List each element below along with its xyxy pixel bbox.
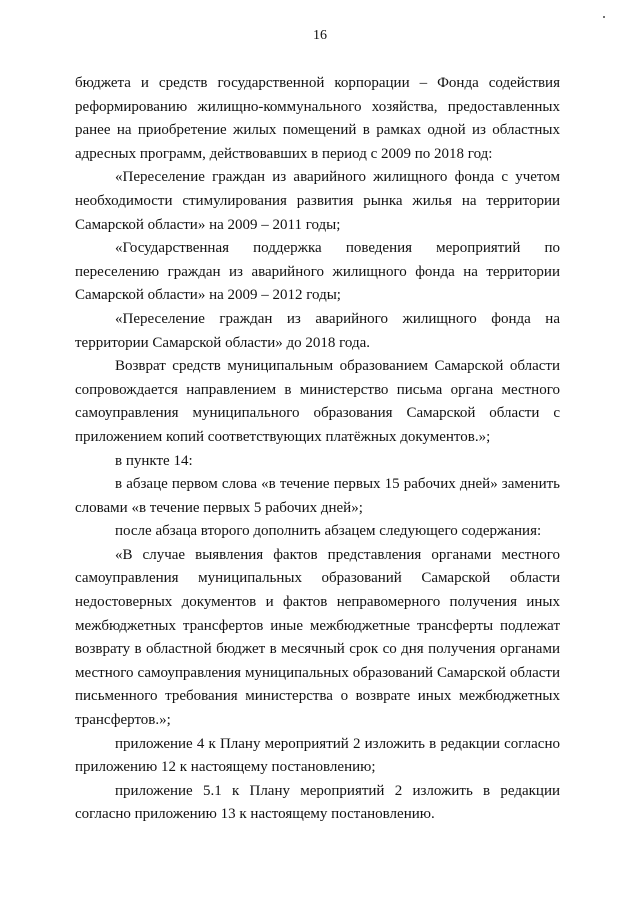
paragraph-budget-funds: бюджета и средств государственной корпорации – Фонда содействия реформированию жилищно-коммунального хозяйства, предоставленных ранее на приобретение жилых помещений в рамках одной из областных адресных программ, действовавших в период с 2009 по 2018 год: [75,75,560,162]
paragraph-appendix-5-1: приложение 5.1 к Плану мероприятий 2 изложить в редакции согласно приложению 13 к настоящему постановлению. [75,782,560,823]
page-number: 16 [313,28,327,43]
paragraph-program-2009-2011: «Переселение граждан из аварийного жилищного фонда с учетом необходимости стимулирования развития рынка жилья на территории Самарской области» на 2009 – 2011 годы; [75,169,560,233]
paragraph-program-2018: «Переселение граждан из аварийного жилищного фонда на территории Самарской области» до 2018 года. [75,310,560,351]
paragraph-clause-14: в пункте 14: [115,452,193,469]
paragraph-first-subparagraph: в абзаце первом слова «в течение первых 15 рабочих дней» заменить словами «в течение первых 5 рабочих дней»; [75,476,560,516]
paragraph-return-of-funds: Возврат средств муниципальным образованием Самарской области сопровождается направлением в министерство письма органа местного самоуправления муниципального образования Самарской области с приложением копий соответствующих платёжных документов.»; [75,358,560,445]
scan-speck [603,16,605,18]
paragraph-appendix-4: приложение 4 к Плану мероприятий 2 изложить в редакции согласно приложению 12 к настоящему постановлению; [75,735,560,776]
paragraph-after-second: после абзаца второго дополнить абзацем следующего содержания: [115,523,542,540]
document-body [75,72,560,827]
paragraph-inserted-text: «В случае выявления фактов представления органами местного самоуправления муниципальных образований Самарской области недостоверных документов и фактов неправомерного получения иных межбюджетных трансфертов иные межбюджетные трансферты подлежат возврату в областной бюджет в месячный срок со дня получения органами местного самоуправления муниципальных образований Самарской области письменного требования министерства о возврате иных межбюджетных трансфертов.»; [75,546,560,729]
paragraph-program-2009-2012: «Государственная поддержка поведения мероприятий по переселению граждан из аварийного жилищного фонда на территории Самарской области» на 2009 – 2012 годы; [75,240,560,304]
